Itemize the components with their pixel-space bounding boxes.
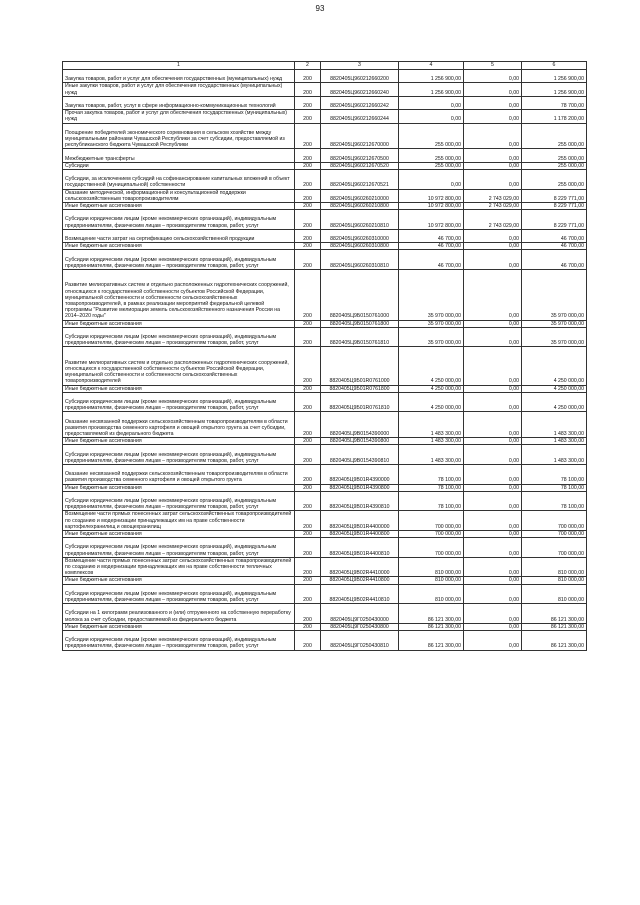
row-amount-1-cell: 78 100,00 [399, 491, 464, 511]
row-code-cell: 200 [295, 538, 321, 558]
budget-table [62, 61, 587, 651]
row-amount-1-cell: 0,00 [399, 169, 464, 189]
row-amount-3-cell: 1 483 300,00 [522, 438, 587, 445]
row-code-cell: 200 [295, 511, 321, 531]
row-code-cell: 200 [295, 110, 321, 123]
row-amount-1-cell: 10 972 800,00 [399, 189, 464, 202]
row-amount-3-cell: 46 700,00 [522, 250, 587, 270]
table-row [63, 189, 587, 202]
row-amount-2-cell: 0,00 [464, 243, 522, 250]
row-csr-cell: 8820405Ц9В02R4410810 [321, 584, 399, 604]
row-name-cell: Субсидии на 1 килограмм реализованного и (или) отгруженного на собственную переработку молока за счет субсидии, предоставляемой из федерального бюджета [63, 604, 295, 624]
row-amount-3-cell: 810 000,00 [522, 577, 587, 584]
row-code-cell: 200 [295, 491, 321, 511]
row-amount-2-cell: 0,00 [464, 623, 522, 630]
row-csr-cell: 8820405Ц9Б0150761810 [321, 327, 399, 347]
row-amount-3-cell: 46 700,00 [522, 229, 587, 242]
row-amount-2-cell: 0,00 [464, 327, 522, 347]
row-amount-3-cell: 1 256 900,00 [522, 70, 587, 83]
table-row [63, 162, 587, 169]
row-code-cell: 200 [295, 320, 321, 327]
table-row [63, 484, 587, 491]
table-row [63, 412, 587, 438]
row-amount-2-cell: 0,00 [464, 149, 522, 162]
table-row [63, 320, 587, 327]
row-code-cell: 200 [295, 327, 321, 347]
row-name-cell: Развитие мелиоративных систем и отдельно расположенных гидротехнических сооружений, относящихся к государственной собственности субъектов Российской Федерации, муниципальной собственности и собственности сельскохозяйственных товаропроизводителей, в рамках реализации мероприятий федеральной целевой программы "Развитие мелиорации земель сельскохозяйственного назначения России на 2014–2020 годы" [63, 269, 295, 320]
table-row [63, 623, 587, 630]
table-row [63, 327, 587, 347]
row-amount-3-cell: 700 000,00 [522, 538, 587, 558]
row-amount-1-cell: 46 700,00 [399, 229, 464, 242]
row-amount-1-cell: 700 000,00 [399, 530, 464, 537]
row-csr-cell: 8820405Ц960260210800 [321, 202, 399, 209]
table-row [63, 250, 587, 270]
row-amount-3-cell: 700 000,00 [522, 530, 587, 537]
row-csr-cell: 8820405Ц960212660200 [321, 70, 399, 83]
row-amount-3-cell: 35 970 000,00 [522, 327, 587, 347]
row-amount-3-cell: 1 483 300,00 [522, 412, 587, 438]
row-csr-cell: 8820405Ц9Б0150761800 [321, 320, 399, 327]
row-amount-1-cell: 810 000,00 [399, 577, 464, 584]
table-row [63, 123, 587, 149]
header-col-4: 4 [399, 62, 464, 70]
row-amount-2-cell: 0,00 [464, 110, 522, 123]
row-csr-cell: 8820405Ц960212660244 [321, 110, 399, 123]
table-row [63, 630, 587, 650]
row-csr-cell: 8820405Ц960260310000 [321, 229, 399, 242]
row-amount-1-cell: 255 000,00 [399, 149, 464, 162]
row-csr-cell: 8820405Ц9Г0250430800 [321, 623, 399, 630]
table-row [63, 530, 587, 537]
row-name-cell: Иные бюджетные ассигнования [63, 577, 295, 584]
row-name-cell: Субсидии юридическим лицам (кроме некоммерческих организаций), индивидуальным предпринимателям, физическим лицам – производителям товаров, работ, услуг [63, 630, 295, 650]
row-code-cell: 200 [295, 577, 321, 584]
row-amount-3-cell: 4 250 000,00 [522, 385, 587, 392]
row-code-cell: 200 [295, 347, 321, 385]
row-csr-cell: 8820405Ц9В01R4390800 [321, 484, 399, 491]
header-col-5: 5 [464, 62, 522, 70]
header-col-1: 1 [63, 62, 295, 70]
row-code-cell: 200 [295, 412, 321, 438]
row-amount-1-cell: 78 100,00 [399, 464, 464, 484]
row-amount-1-cell: 1 483 300,00 [399, 412, 464, 438]
table-row [63, 202, 587, 209]
row-csr-cell: 8820405Ц960212670500 [321, 149, 399, 162]
row-amount-1-cell: 4 250 000,00 [399, 385, 464, 392]
row-amount-3-cell: 78 100,00 [522, 464, 587, 484]
row-amount-3-cell: 810 000,00 [522, 557, 587, 577]
row-amount-2-cell: 0,00 [464, 269, 522, 320]
row-amount-2-cell: 0,00 [464, 123, 522, 149]
page-number: 93 [315, 4, 325, 13]
row-code-cell: 200 [295, 83, 321, 96]
table-row [63, 538, 587, 558]
row-csr-cell: 8820405Ц9В01R4400800 [321, 530, 399, 537]
row-amount-1-cell: 46 700,00 [399, 243, 464, 250]
row-code-cell: 200 [295, 70, 321, 83]
row-csr-cell: 8820405Ц960260310800 [321, 243, 399, 250]
row-name-cell: Иные бюджетные ассигнования [63, 530, 295, 537]
row-name-cell: Оказание несвязанной поддержки сельскохозяйственным товаропроизводителям в области развития производства семенного картофеля и овощей открытого грунта [63, 464, 295, 484]
row-code-cell: 200 [295, 630, 321, 650]
table-row [63, 584, 587, 604]
row-csr-cell: 8820405Ц9В01R4390810 [321, 491, 399, 511]
table-row [63, 149, 587, 162]
row-amount-2-cell: 0,00 [464, 438, 522, 445]
row-amount-1-cell: 4 250 000,00 [399, 392, 464, 412]
row-amount-3-cell: 78 700,00 [522, 96, 587, 109]
row-name-cell: Субсидии юридическим лицам (кроме некоммерческих организаций), индивидуальным предпринимателям, физическим лицам – производителям товаров, работ, услуг [63, 538, 295, 558]
table-row [63, 511, 587, 531]
row-amount-1-cell: 35 970 000,00 [399, 269, 464, 320]
table-row [63, 210, 587, 230]
row-amount-2-cell: 0,00 [464, 169, 522, 189]
row-name-cell: Закупка товаров, работ и услуг для обеспечения государственных (муниципальных) нужд [63, 70, 295, 83]
row-amount-2-cell: 0,00 [464, 484, 522, 491]
row-csr-cell: 8820405Ц9Б0150761000 [321, 269, 399, 320]
row-code-cell: 200 [295, 269, 321, 320]
row-amount-2-cell: 0,00 [464, 538, 522, 558]
row-code-cell: 200 [295, 445, 321, 465]
row-csr-cell: 8820405Ц9В0154390800 [321, 438, 399, 445]
row-name-cell: Субсидии юридическим лицам (кроме некоммерческих организаций), индивидуальным предпринимателям, физическим лицам – производителям товаров, работ, услуг [63, 210, 295, 230]
row-amount-1-cell: 86 121 300,00 [399, 604, 464, 624]
row-csr-cell: 8820405Ц9В01R4400810 [321, 538, 399, 558]
row-csr-cell: 8820405Ц960212670520 [321, 162, 399, 169]
table-row [63, 347, 587, 385]
row-amount-1-cell: 78 100,00 [399, 484, 464, 491]
row-code-cell: 200 [295, 464, 321, 484]
row-name-cell: Возмещение части прямых понесенных затрат сельскохозяйственных товаропроизводителей по созданию и модернизации принадлежащих им на праве собственности картофелехранилищ и овощехранилищ [63, 511, 295, 531]
row-amount-3-cell: 78 100,00 [522, 484, 587, 491]
row-code-cell: 200 [295, 169, 321, 189]
row-name-cell: Субсидии, за исключением субсидий на софинансирование капитальных вложений в объект государственной (муниципальной) собственности [63, 169, 295, 189]
row-name-cell: Оказание несвязанной поддержки сельскохозяйственным товаропроизводителям в области развития производства семенного картофеля и овощей открытого грунта за счет субсидии, предоставляемой из федерального бюджета [63, 412, 295, 438]
table-row [63, 464, 587, 484]
row-amount-2-cell: 0,00 [464, 557, 522, 577]
row-code-cell: 200 [295, 96, 321, 109]
row-name-cell: Возмещение части затрат на сертификацию сельскохозяйственной продукции [63, 229, 295, 242]
row-amount-1-cell: 10 972 800,00 [399, 202, 464, 209]
row-name-cell: Возмещение части прямых понесенных затрат сельскохозяйственных товаропроизводителей по созданию и модернизации принадлежащих им на праве собственности тепличных комплексов [63, 557, 295, 577]
row-amount-2-cell: 2 743 029,00 [464, 189, 522, 202]
row-amount-1-cell: 86 121 300,00 [399, 630, 464, 650]
row-amount-2-cell: 0,00 [464, 530, 522, 537]
row-csr-cell: 8820405Ц9В01R4400000 [321, 511, 399, 531]
row-csr-cell: 8820405Ц960260310810 [321, 250, 399, 270]
row-csr-cell: 8820405Ц9Г0250430810 [321, 630, 399, 650]
row-amount-3-cell: 4 250 000,00 [522, 347, 587, 385]
table-row [63, 604, 587, 624]
row-code-cell: 200 [295, 584, 321, 604]
row-amount-3-cell: 8 229 771,00 [522, 202, 587, 209]
row-csr-cell: 8820405Ц9Г0250430000 [321, 604, 399, 624]
row-amount-3-cell: 255 000,00 [522, 169, 587, 189]
row-name-cell: Субсидии юридическим лицам (кроме некоммерческих организаций), индивидуальным предпринимателям, физическим лицам – производителям товаров, работ, услуг [63, 250, 295, 270]
row-amount-3-cell: 8 229 771,00 [522, 210, 587, 230]
table-row [63, 438, 587, 445]
header-col-3: 3 [321, 62, 399, 70]
row-code-cell: 200 [295, 250, 321, 270]
table-row [63, 269, 587, 320]
row-csr-cell: 8820405Ц9В0154390810 [321, 445, 399, 465]
row-amount-2-cell: 0,00 [464, 392, 522, 412]
row-amount-2-cell: 0,00 [464, 385, 522, 392]
table-row [63, 243, 587, 250]
row-amount-1-cell: 700 000,00 [399, 511, 464, 531]
row-name-cell: Иные бюджетные ассигнования [63, 202, 295, 209]
row-amount-3-cell: 4 250 000,00 [522, 392, 587, 412]
row-csr-cell: 8820405Ц9Б01R0761800 [321, 385, 399, 392]
row-code-cell: 200 [295, 530, 321, 537]
row-code-cell: 200 [295, 385, 321, 392]
row-amount-2-cell: 0,00 [464, 584, 522, 604]
table-row [63, 169, 587, 189]
row-code-cell: 200 [295, 623, 321, 630]
row-csr-cell: 8820405Ц9В02R4410800 [321, 577, 399, 584]
row-amount-2-cell: 0,00 [464, 511, 522, 531]
row-amount-1-cell: 86 121 300,00 [399, 623, 464, 630]
row-code-cell: 200 [295, 162, 321, 169]
row-csr-cell: 8820405Ц960212670521 [321, 169, 399, 189]
row-amount-2-cell: 0,00 [464, 83, 522, 96]
row-amount-1-cell: 46 700,00 [399, 250, 464, 270]
table-row [63, 385, 587, 392]
row-csr-cell: 8820405Ц960260210000 [321, 189, 399, 202]
row-amount-1-cell: 255 000,00 [399, 162, 464, 169]
table-row [63, 392, 587, 412]
row-amount-3-cell: 1 178 200,00 [522, 110, 587, 123]
row-name-cell: Иные бюджетные ассигнования [63, 243, 295, 250]
row-amount-2-cell: 0,00 [464, 347, 522, 385]
row-code-cell: 200 [295, 189, 321, 202]
row-code-cell: 200 [295, 604, 321, 624]
row-amount-3-cell: 8 229 771,00 [522, 189, 587, 202]
table-row [63, 557, 587, 577]
table-row [63, 229, 587, 242]
row-code-cell: 200 [295, 123, 321, 149]
row-code-cell: 200 [295, 557, 321, 577]
row-name-cell: Иные бюджетные ассигнования [63, 623, 295, 630]
table-row [63, 491, 587, 511]
row-code-cell: 200 [295, 210, 321, 230]
row-code-cell: 200 [295, 243, 321, 250]
row-name-cell: Иные бюджетные ассигнования [63, 484, 295, 491]
row-amount-3-cell: 86 121 300,00 [522, 604, 587, 624]
table-body [63, 70, 587, 651]
row-csr-cell: 8820405Ц9В01R4390000 [321, 464, 399, 484]
row-amount-1-cell: 1 256 900,00 [399, 83, 464, 96]
row-amount-3-cell: 86 121 300,00 [522, 623, 587, 630]
row-amount-1-cell: 810 000,00 [399, 584, 464, 604]
row-amount-2-cell: 0,00 [464, 320, 522, 327]
row-amount-2-cell: 0,00 [464, 250, 522, 270]
row-name-cell: Межбюджетные трансферты [63, 149, 295, 162]
row-csr-cell: 8820405Ц9В0154390000 [321, 412, 399, 438]
row-amount-1-cell: 1 483 300,00 [399, 438, 464, 445]
row-amount-3-cell: 46 700,00 [522, 243, 587, 250]
row-amount-3-cell: 35 970 000,00 [522, 320, 587, 327]
row-amount-2-cell: 0,00 [464, 229, 522, 242]
row-amount-1-cell: 255 000,00 [399, 123, 464, 149]
row-amount-3-cell: 255 000,00 [522, 149, 587, 162]
row-csr-cell: 8820405Ц960212660242 [321, 96, 399, 109]
row-amount-2-cell: 0,00 [464, 70, 522, 83]
row-amount-2-cell: 0,00 [464, 604, 522, 624]
row-code-cell: 200 [295, 438, 321, 445]
row-amount-1-cell: 1 256 900,00 [399, 70, 464, 83]
row-name-cell: Развитие мелиоративных систем и отдельно расположенных гидротехнических сооружений, относящихся к государственной собственности субъектов Российской Федерации, муниципальной собственности и собственности сельскохозяйственных товаропроизводителей [63, 347, 295, 385]
row-amount-1-cell: 810 000,00 [399, 557, 464, 577]
row-csr-cell: 8820405Ц960260210810 [321, 210, 399, 230]
row-amount-1-cell: 1 483 300,00 [399, 445, 464, 465]
header-col-6: 6 [522, 62, 587, 70]
row-csr-cell: 8820405Ц9Б01R0761810 [321, 392, 399, 412]
table-row [63, 577, 587, 584]
table-row [63, 110, 587, 123]
row-amount-2-cell: 2 743 029,00 [464, 210, 522, 230]
row-amount-1-cell: 35 970 000,00 [399, 327, 464, 347]
row-name-cell: Оказание методической, информационной и консультационной поддержки сельскохозяйственным товаропроизводителям [63, 189, 295, 202]
table-header [63, 62, 587, 70]
row-amount-2-cell: 0,00 [464, 96, 522, 109]
row-name-cell: Субсидии юридическим лицам (кроме некоммерческих организаций), индивидуальным предпринимателям, физическим лицам – производителям товаров, работ, услуг [63, 584, 295, 604]
row-name-cell: Субсидии юридическим лицам (кроме некоммерческих организаций), индивидуальным предпринимателям, физическим лицам – производителям товаров, работ, услуг [63, 327, 295, 347]
row-amount-1-cell: 4 250 000,00 [399, 347, 464, 385]
row-amount-1-cell: 0,00 [399, 96, 464, 109]
row-code-cell: 200 [295, 202, 321, 209]
row-name-cell: Субсидии юридическим лицам (кроме некоммерческих организаций), индивидуальным предпринимателям, физическим лицам – производителям товаров, работ, услуг [63, 445, 295, 465]
row-amount-1-cell: 0,00 [399, 110, 464, 123]
row-amount-3-cell: 78 100,00 [522, 491, 587, 511]
row-amount-1-cell: 700 000,00 [399, 538, 464, 558]
row-amount-2-cell: 0,00 [464, 412, 522, 438]
row-code-cell: 200 [295, 149, 321, 162]
row-amount-1-cell: 35 970 000,00 [399, 320, 464, 327]
row-name-cell: Субсидии [63, 162, 295, 169]
row-code-cell: 200 [295, 229, 321, 242]
row-name-cell: Субсидии юридическим лицам (кроме некоммерческих организаций), индивидуальным предпринимателям, физическим лицам – производителям товаров, работ, услуг [63, 392, 295, 412]
row-name-cell: Иные закупки товаров, работ и услуг для обеспечения государственных (муниципальных) нужд [63, 83, 295, 96]
row-amount-3-cell: 1 483 300,00 [522, 445, 587, 465]
row-amount-3-cell: 35 970 000,00 [522, 269, 587, 320]
row-name-cell: Субсидии юридическим лицам (кроме некоммерческих организаций), индивидуальным предпринимателям, физическим лицам – производителям товаров, работ, услуг [63, 491, 295, 511]
row-amount-2-cell: 0,00 [464, 491, 522, 511]
row-name-cell: Иные бюджетные ассигнования [63, 438, 295, 445]
row-csr-cell: 8820405Ц960212670000 [321, 123, 399, 149]
row-amount-3-cell: 700 000,00 [522, 511, 587, 531]
row-csr-cell: 8820405Ц9В02R4410000 [321, 557, 399, 577]
row-amount-2-cell: 0,00 [464, 577, 522, 584]
row-name-cell: Иные бюджетные ассигнования [63, 320, 295, 327]
table-row [63, 445, 587, 465]
row-csr-cell: 8820405Ц960212660240 [321, 83, 399, 96]
row-amount-2-cell: 2 743 029,00 [464, 202, 522, 209]
row-amount-2-cell: 0,00 [464, 464, 522, 484]
row-name-cell: Прочая закупка товаров, работ и услуг для обеспечения государственных (муниципальных) нужд [63, 110, 295, 123]
row-amount-3-cell: 255 000,00 [522, 162, 587, 169]
row-amount-3-cell: 255 000,00 [522, 123, 587, 149]
row-amount-1-cell: 10 972 800,00 [399, 210, 464, 230]
row-name-cell: Иные бюджетные ассигнования [63, 385, 295, 392]
row-code-cell: 200 [295, 484, 321, 491]
row-amount-2-cell: 0,00 [464, 445, 522, 465]
row-amount-2-cell: 0,00 [464, 162, 522, 169]
row-name-cell: Закупка товаров, работ, услуг в сфере информационно-коммуникационных технологий [63, 96, 295, 109]
header-col-2: 2 [295, 62, 321, 70]
table-row [63, 96, 587, 109]
table-row [63, 70, 587, 83]
row-amount-3-cell: 1 256 900,00 [522, 83, 587, 96]
row-code-cell: 200 [295, 392, 321, 412]
row-csr-cell: 8820405Ц9Б01R0761000 [321, 347, 399, 385]
row-amount-2-cell: 0,00 [464, 630, 522, 650]
header-row [63, 62, 587, 70]
row-amount-3-cell: 810 000,00 [522, 584, 587, 604]
row-amount-3-cell: 86 121 300,00 [522, 630, 587, 650]
table-row [63, 83, 587, 96]
row-name-cell: Поощрение победителей экономического соревнования в сельском хозяйстве между муниципальными районами Чувашской Республики за счет субсидии, предоставляемой из республиканского бюджета Чувашской Республики [63, 123, 295, 149]
